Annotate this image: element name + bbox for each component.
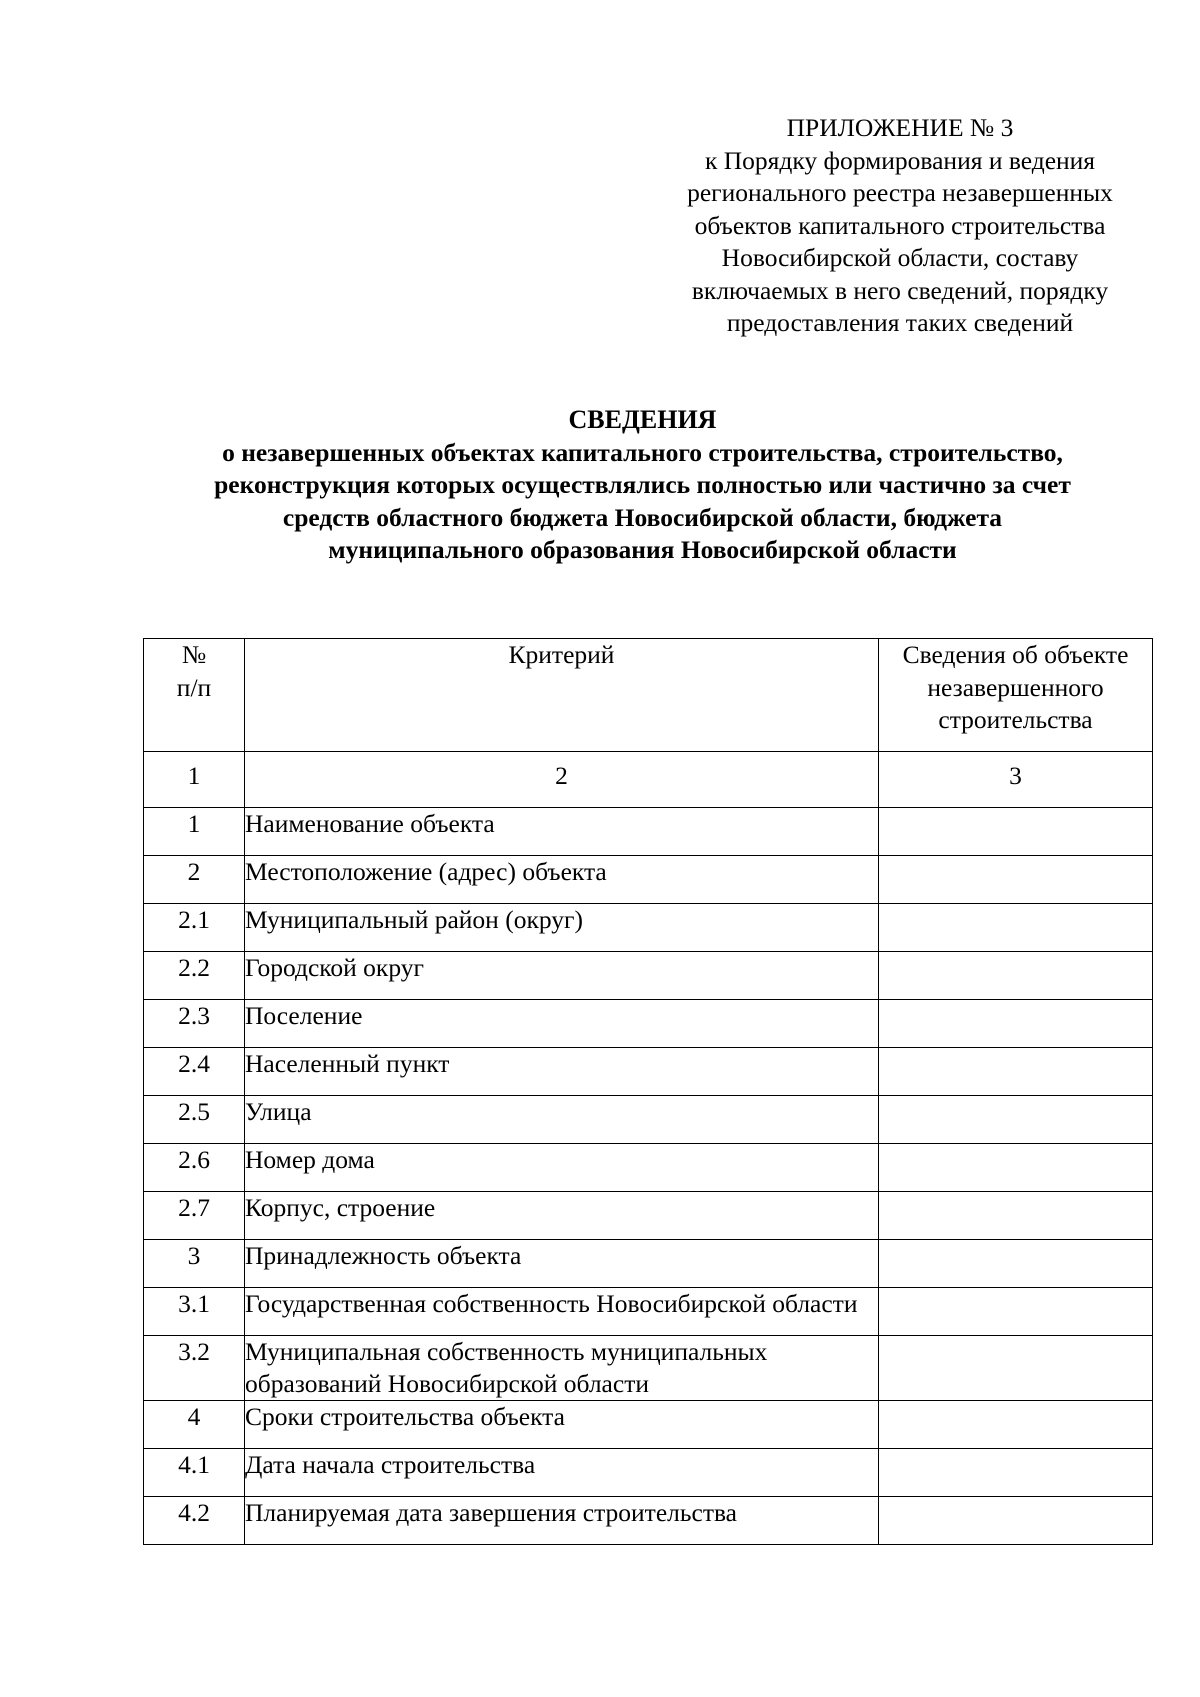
appendix-line: объектов капитального строительства [694, 210, 1106, 240]
table-header-row [144, 639, 1153, 752]
document-subtitle-line: муниципального образования Новосибирской области [328, 535, 957, 564]
column-number: 2 [245, 752, 879, 808]
header-object-info [879, 639, 1153, 752]
table-row [144, 904, 1153, 952]
table-row [144, 1096, 1153, 1144]
row-value-cell [879, 1000, 1153, 1048]
column-number: 1 [144, 752, 245, 808]
row-value-cell [879, 1336, 1153, 1401]
row-number: 2.4 [144, 1048, 245, 1096]
header-info-line: Сведения об объекте [902, 640, 1129, 669]
document-subtitle-line: реконструкция которых осуществлялись полностью или частично за счет [214, 470, 1071, 499]
row-value-cell [879, 808, 1153, 856]
row-value-cell [879, 1144, 1153, 1192]
document-title: СВЕДЕНИЯ [568, 405, 717, 434]
header-number-line: № [181, 640, 207, 669]
appendix-line: Новосибирской области, составу [721, 243, 1079, 272]
row-criterion: Муниципальная собственность муниципальных образований Новосибирской области [245, 1336, 879, 1401]
document-subtitle-line: средств областного бюджета Новосибирской области, бюджета [282, 502, 1003, 532]
row-number: 4 [144, 1401, 245, 1449]
appendix-line: регионального реестра незавершенных [687, 178, 1113, 207]
column-number: 3 [879, 752, 1153, 808]
row-value-cell [879, 1240, 1153, 1288]
row-criterion: Корпус, строение [245, 1192, 879, 1240]
row-number: 4.1 [144, 1449, 245, 1497]
row-value-cell [879, 1497, 1153, 1545]
row-number: 3.1 [144, 1288, 245, 1336]
row-criterion: Улица [245, 1096, 879, 1144]
row-value-cell [879, 1401, 1153, 1449]
row-value-cell [879, 856, 1153, 904]
row-number: 2.1 [144, 904, 245, 952]
table-row [144, 856, 1153, 904]
row-value-cell [879, 1288, 1153, 1336]
row-criterion: Планируемая дата завершения строительства [245, 1497, 879, 1545]
row-criterion: Городской округ [245, 952, 879, 1000]
appendix-block [655, 112, 1145, 340]
row-number: 3 [144, 1240, 245, 1288]
row-criterion: Номер дома [245, 1144, 879, 1192]
row-criterion: Сроки строительства объекта [245, 1401, 879, 1449]
row-criterion: Принадлежность объекта [245, 1240, 879, 1288]
table-row [144, 1288, 1153, 1336]
row-value-cell [879, 1449, 1153, 1497]
header-number-line: п/п [176, 672, 212, 702]
table-row [144, 1497, 1153, 1545]
row-criterion: Государственная собственность Новосибирской области [245, 1288, 879, 1336]
header-number [144, 639, 245, 752]
row-value-cell [879, 1096, 1153, 1144]
row-number: 1 [144, 808, 245, 856]
row-criterion: Местоположение (адрес) объекта [245, 856, 879, 904]
row-criterion: Наименование объекта [245, 808, 879, 856]
row-number: 2 [144, 856, 245, 904]
row-criterion: Муниципальный район (округ) [245, 904, 879, 952]
header-info-line: строительства [938, 705, 1093, 734]
registry-table [143, 638, 1153, 1545]
table-row [144, 1401, 1153, 1449]
document-heading [100, 404, 1185, 567]
row-value-cell [879, 1192, 1153, 1240]
row-criterion: Дата начала строительства [245, 1449, 879, 1497]
row-number: 2.5 [144, 1096, 245, 1144]
header-info-line: незавершенного [927, 672, 1104, 702]
table-row [144, 1000, 1153, 1048]
column-number-row [144, 752, 1153, 808]
table-row [144, 952, 1153, 1000]
row-criterion: Поселение [245, 1000, 879, 1048]
table-row [144, 1449, 1153, 1497]
table-row [144, 1192, 1153, 1240]
table-row [144, 1240, 1153, 1288]
document-subtitle-line: о незавершенных объектах капитального строительства, строительство, [222, 437, 1063, 467]
row-number: 4.2 [144, 1497, 245, 1545]
header-criterion: Критерий [245, 639, 879, 752]
row-value-cell [879, 952, 1153, 1000]
table-row [144, 1048, 1153, 1096]
row-number: 2.7 [144, 1192, 245, 1240]
row-value-cell [879, 1048, 1153, 1096]
row-number: 2.3 [144, 1000, 245, 1048]
appendix-line: к Порядку формирования и ведения [704, 145, 1096, 175]
table-row [144, 1144, 1153, 1192]
row-number: 2.2 [144, 952, 245, 1000]
appendix-line: предоставления таких сведений [726, 308, 1074, 337]
appendix-line: включаемых в него сведений, порядку [691, 275, 1109, 305]
row-number: 3.2 [144, 1336, 245, 1401]
appendix-line: ПРИЛОЖЕНИЕ № 3 [786, 113, 1014, 142]
row-criterion: Населенный пункт [245, 1048, 879, 1096]
table-row [144, 1336, 1153, 1401]
row-number: 2.6 [144, 1144, 245, 1192]
table-row [144, 808, 1153, 856]
row-value-cell [879, 904, 1153, 952]
